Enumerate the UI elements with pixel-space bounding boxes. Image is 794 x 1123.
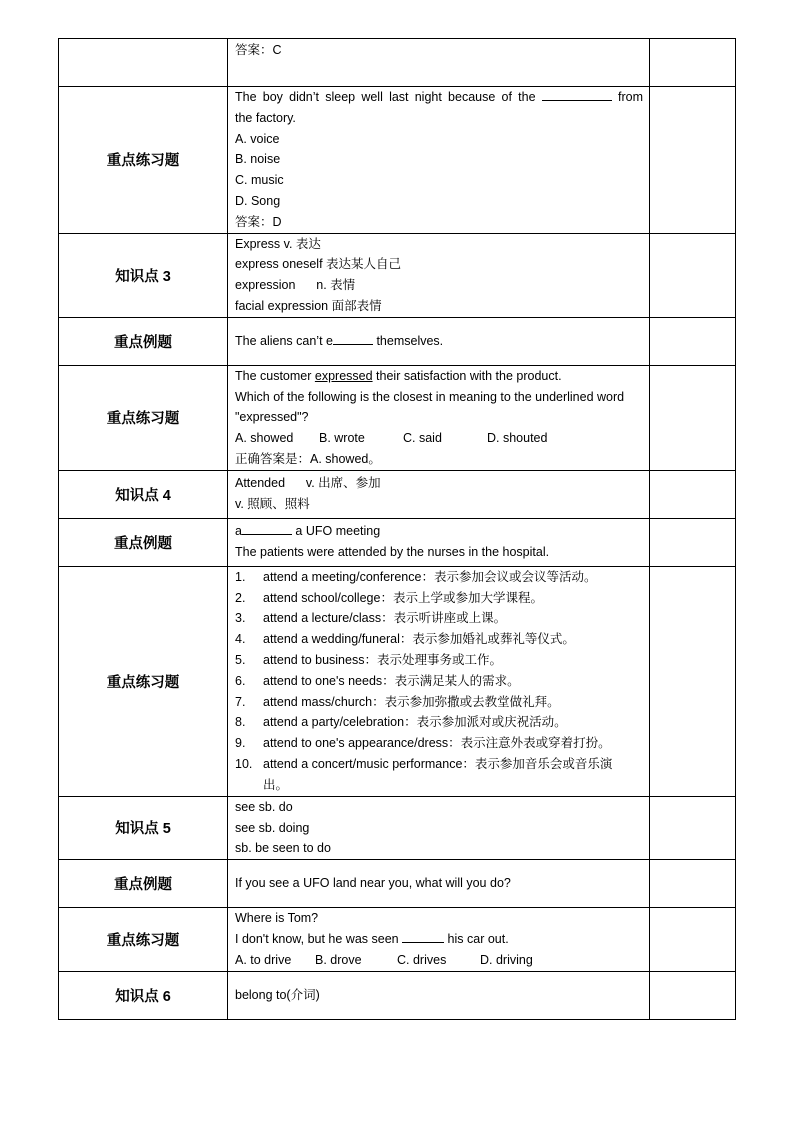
row-label: 知识点 5 bbox=[59, 796, 228, 859]
sentence-text: The aliens can’t e bbox=[235, 333, 333, 348]
row-content bbox=[228, 971, 650, 1019]
notes-cell bbox=[650, 971, 736, 1019]
notes-cell bbox=[650, 518, 736, 566]
table-row bbox=[59, 971, 736, 1019]
item-text-part: 出。 bbox=[263, 777, 289, 792]
item-text: attend to one's appearance/dress：表示注意外表或穿着打扮。 bbox=[263, 736, 611, 751]
lesson-table bbox=[58, 38, 736, 1020]
list-item bbox=[235, 608, 643, 629]
option-c: C. drives bbox=[397, 952, 447, 967]
row-label: 重点练习题 bbox=[59, 908, 228, 971]
option-a: A. showed bbox=[235, 431, 294, 446]
vocab-line: belong to(介词) bbox=[235, 987, 320, 1002]
item-number: 5. bbox=[235, 653, 246, 668]
fill-blank bbox=[333, 332, 373, 345]
question-line bbox=[235, 87, 643, 108]
notes-cell bbox=[650, 365, 736, 470]
example-sentence: If you see a UFO land near you, what will you do? bbox=[235, 876, 511, 891]
row-label: 重点练习题 bbox=[59, 87, 228, 234]
vocab-line: facial expression 面部表情 bbox=[235, 298, 382, 313]
row-content bbox=[228, 87, 650, 234]
item-number: 6. bbox=[235, 673, 246, 688]
item-number: 8. bbox=[235, 715, 246, 730]
list-item bbox=[235, 650, 643, 671]
option-d: D. shouted bbox=[487, 431, 548, 446]
item-number: 9. bbox=[235, 736, 246, 751]
list-item bbox=[235, 567, 643, 588]
fill-blank bbox=[402, 930, 444, 943]
row-label: 知识点 3 bbox=[59, 233, 228, 317]
list-item bbox=[235, 754, 643, 796]
notes-cell bbox=[650, 39, 736, 87]
question-line: the factory. bbox=[235, 110, 296, 125]
item-text: attend a wedding/funeral：表示参加婚礼或葬礼等仪式。 bbox=[263, 632, 575, 647]
table-row bbox=[59, 470, 736, 518]
table-row bbox=[59, 233, 736, 317]
item-number: 1. bbox=[235, 569, 246, 584]
list-item bbox=[235, 629, 643, 650]
fill-blank bbox=[242, 522, 292, 535]
vocab-line: sb. be seen to do bbox=[235, 841, 331, 856]
list-item bbox=[235, 733, 643, 754]
example-sentence bbox=[235, 521, 643, 542]
row-label bbox=[59, 39, 228, 87]
question-text-end: from bbox=[617, 90, 643, 104]
table-row bbox=[59, 860, 736, 908]
notes-cell bbox=[650, 317, 736, 365]
options-line bbox=[235, 428, 643, 449]
item-text: attend to business：表示处理事务或工作。 bbox=[263, 653, 502, 668]
row-content bbox=[228, 39, 650, 87]
question-text: The customer bbox=[235, 368, 315, 383]
table-row bbox=[59, 39, 736, 87]
notes-cell bbox=[650, 233, 736, 317]
row-content bbox=[228, 566, 650, 796]
fill-blank bbox=[542, 88, 612, 101]
row-label: 知识点 6 bbox=[59, 971, 228, 1019]
item-number: 7. bbox=[235, 694, 246, 709]
notes-cell bbox=[650, 860, 736, 908]
item-text: attend a lecture/class：表示听讲座或上课。 bbox=[263, 611, 507, 626]
list-item bbox=[235, 692, 643, 713]
option-b: B. drove bbox=[315, 952, 362, 967]
row-label: 重点练习题 bbox=[59, 365, 228, 470]
option-d: D. driving bbox=[480, 952, 533, 967]
underlined-word: expressed bbox=[314, 368, 373, 383]
table-row bbox=[59, 87, 736, 234]
row-content bbox=[228, 365, 650, 470]
row-label: 重点例题 bbox=[59, 518, 228, 566]
sentence-text-end: a UFO meeting bbox=[291, 524, 381, 539]
row-content bbox=[228, 908, 650, 971]
sentence-text: a bbox=[235, 524, 242, 539]
item-number: 2. bbox=[235, 590, 246, 605]
notes-cell bbox=[650, 566, 736, 796]
item-text: attend to one's needs：表示满足某人的需求。 bbox=[263, 673, 520, 688]
question-text: The boy didn’t sleep well last night because of the bbox=[235, 90, 536, 104]
table-row bbox=[59, 365, 736, 470]
table-row bbox=[59, 518, 736, 566]
item-number: 4. bbox=[235, 632, 246, 647]
question-line bbox=[235, 929, 643, 950]
vocab-line: Attended v. 出席、参加 bbox=[235, 476, 381, 491]
vocab-line: express oneself 表达某人自己 bbox=[235, 257, 402, 272]
item-number: 3. bbox=[235, 611, 246, 626]
question-line bbox=[235, 366, 643, 387]
answer-text: 正确答案是：A. showed。 bbox=[235, 451, 381, 466]
row-content bbox=[228, 518, 650, 566]
vocab-line: expression n. 表情 bbox=[235, 278, 356, 293]
vocab-line: v. 照顾、照料 bbox=[235, 497, 310, 512]
question-line: "expressed"? bbox=[235, 410, 309, 425]
option-a: A. voice bbox=[235, 131, 280, 146]
notes-cell bbox=[650, 87, 736, 234]
list-item bbox=[235, 671, 643, 692]
question-line: Which of the following is the closest in meaning to the underlined word bbox=[235, 389, 625, 404]
item-text: attend a meeting/conference：表示参加会议或会议等活动。 bbox=[263, 569, 597, 584]
vocab-line: Express v. 表达 bbox=[235, 236, 321, 251]
answer-text: 答案：D bbox=[235, 214, 282, 229]
table-row bbox=[59, 566, 736, 796]
option-c: C. music bbox=[235, 173, 284, 188]
option-b: B. wrote bbox=[319, 431, 365, 446]
example-sentence bbox=[235, 331, 643, 352]
attend-list bbox=[235, 567, 643, 796]
sentence-text-end: themselves. bbox=[372, 333, 444, 348]
question-text: I don't know, but he was seen bbox=[235, 931, 403, 946]
row-content bbox=[228, 233, 650, 317]
example-sentence: The patients were attended by the nurses in the hospital. bbox=[235, 545, 550, 560]
vocab-line: see sb. do bbox=[235, 799, 293, 814]
item-text: attend mass/church：表示参加弥撒或去教堂做礼拜。 bbox=[263, 694, 560, 709]
answer-text: 答案：C bbox=[235, 43, 282, 57]
table-row bbox=[59, 317, 736, 365]
row-content bbox=[228, 796, 650, 859]
option-c: C. said bbox=[403, 431, 442, 446]
notes-cell bbox=[650, 796, 736, 859]
option-d: D. Song bbox=[235, 193, 281, 208]
row-label: 重点练习题 bbox=[59, 566, 228, 796]
table-row bbox=[59, 908, 736, 971]
item-text: attend a party/celebration：表示参加派对或庆祝活动。 bbox=[263, 715, 567, 730]
item-text-part: attend a concert/music performance：表示参加音乐会或音乐演 bbox=[263, 757, 613, 772]
option-a: A. to drive bbox=[235, 952, 292, 967]
item-text: attend school/college：表示上学或参加大学课程。 bbox=[263, 590, 543, 605]
item-number: 10. bbox=[235, 757, 253, 772]
row-content bbox=[228, 860, 650, 908]
question-line: Where is Tom? bbox=[235, 911, 319, 926]
options-line bbox=[235, 950, 643, 971]
table-row bbox=[59, 796, 736, 859]
row-content bbox=[228, 470, 650, 518]
notes-cell bbox=[650, 470, 736, 518]
list-item bbox=[235, 712, 643, 733]
vocab-line: see sb. doing bbox=[235, 820, 310, 835]
row-label: 重点例题 bbox=[59, 860, 228, 908]
question-text-end: his car out. bbox=[444, 931, 509, 946]
list-item bbox=[235, 588, 643, 609]
question-text-end: their satisfaction with the product. bbox=[372, 368, 562, 383]
option-b: B. noise bbox=[235, 152, 281, 167]
row-label: 知识点 4 bbox=[59, 470, 228, 518]
notes-cell bbox=[650, 908, 736, 971]
row-content bbox=[228, 317, 650, 365]
item-text bbox=[263, 754, 643, 796]
row-label: 重点例题 bbox=[59, 317, 228, 365]
